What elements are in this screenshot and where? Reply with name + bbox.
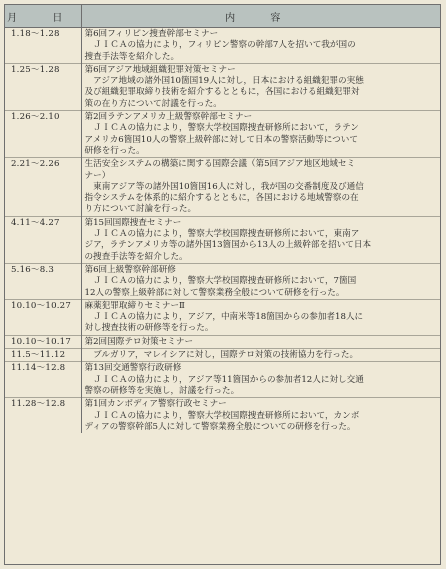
- row-content: [81, 335, 440, 348]
- row-body-line: 対し捜査技術の研修等を行った。: [84, 323, 214, 334]
- row-body-line: ブルガリア，マレイシアに対し，国際テロ対策の技術協力を行った。: [93, 350, 359, 361]
- row-date: 11.5～11.12: [5, 349, 81, 362]
- row-body-line: の捜査手法等を紹介した。: [84, 251, 188, 262]
- row-body-line: ＪＩＣＡの協力により，フィリピン警察の幹部7人を招いて我が国の: [93, 40, 356, 51]
- row-date: 10.10～10.27: [5, 299, 81, 335]
- row-content: [81, 158, 440, 216]
- row-date: 11.14～12.8: [5, 362, 81, 398]
- row-date: 4.11～4.27: [5, 216, 81, 263]
- row-body-line: ディアの警察幹部5人に対して警察業務全般についての研修を行った。: [84, 421, 356, 432]
- row-title: 第1回カンボディア警察行政セミナー: [84, 399, 227, 410]
- row-body-line: アジア地域の諸外国10箇国19人に対し，日本における組織犯罪の実態: [93, 76, 364, 87]
- row-title: 麻薬犯罪取締りセミナーⅡ: [84, 300, 185, 311]
- table-row: [5, 158, 440, 216]
- row-date: 10.10～10.17: [5, 335, 81, 348]
- row-title: 第2回ラテンアメリカ上級警察幹部セミナー: [84, 112, 253, 123]
- row-content: [81, 349, 440, 362]
- row-body-line: 12人の警察上級幹部に対して警察業務全般について研修を行った。: [84, 287, 345, 298]
- row-body-line: 策の在り方について討議を行った。: [84, 98, 222, 109]
- row-content: [81, 28, 440, 64]
- table-row: [5, 335, 440, 348]
- schedule-table: [5, 5, 440, 433]
- row-date: 1.26～2.10: [5, 111, 81, 158]
- row-title: 第6回フィリピン捜査幹部セミナー: [84, 29, 219, 39]
- row-body-line: ＪＩＣＡの協力により，アジア等11箇国からの参加者12人に対し交通: [93, 374, 364, 385]
- row-content: [81, 398, 440, 433]
- row-body-line: ＪＩＣＡの協力により，警察大学校国際捜査研修所において，東南ア: [93, 229, 360, 240]
- row-title: 生活安全システムの構築に関する国際会議（第5回アジア地区地域セミ: [84, 159, 356, 170]
- row-body-line: 警察の研修等を実施し，討議を行った。: [84, 385, 240, 396]
- date-column-header: 月 日: [5, 5, 81, 28]
- row-content: [81, 111, 440, 158]
- table-row: [5, 28, 440, 64]
- row-body-line: ＪＩＣＡの協力により，警察大学校国際捜査研修所において，ラテン: [93, 123, 359, 134]
- row-content: [81, 362, 440, 398]
- table-row: [5, 299, 440, 335]
- row-body-line: 捜査手法等を紹介した。: [84, 51, 180, 62]
- row-date: 5.16～8.3: [5, 263, 81, 299]
- table-row: [5, 349, 440, 362]
- row-content: [81, 263, 440, 299]
- row-title: 第15回国際捜査セミナー: [84, 217, 182, 228]
- table-row: [5, 362, 440, 398]
- table-header-row: [5, 5, 440, 28]
- row-date: 2.21～2.26: [5, 158, 81, 216]
- row-title: 第6回上級警察幹部研修: [84, 264, 176, 275]
- row-content: [81, 63, 440, 110]
- row-body-line: ＪＩＣＡの協力により，警察大学校国際捜査研修所において，カンボ: [93, 410, 360, 421]
- row-body-line: 及び組織犯罪取締り技術を紹介するとともに，各国における組織犯罪対: [84, 87, 360, 98]
- row-body-line: 研修を行った。: [84, 145, 145, 156]
- row-title: 第6回アジア地域組織犯罪対策セミナー: [84, 64, 236, 75]
- table-row: [5, 111, 440, 158]
- row-body-line: 指令システムを体系的に紹介するとともに，各国における地域警察の在: [84, 193, 359, 204]
- row-content: [81, 216, 440, 263]
- row-title: 第13回交通警察行政研修: [84, 363, 182, 374]
- content-column-header: 内 容: [81, 5, 440, 28]
- table-body: [5, 28, 440, 434]
- row-title: 第2回国際テロ対策セミナー: [84, 336, 194, 347]
- row-body-line: ＪＩＣＡの協力により，アジア，中南米等18箇国からの参加者18人に: [93, 312, 364, 323]
- row-body-line: アメリカ6箇国10人の警察上級幹部に対して日本の警察活動等について: [84, 134, 358, 145]
- row-content: [81, 299, 440, 335]
- row-date: 1.25～1.28: [5, 63, 81, 110]
- table-row: [5, 63, 440, 110]
- row-body-line: 東南アジア等の諸外国10箇国16人に対し，我が国の交番制度及び通信: [93, 181, 364, 192]
- row-body-line: ＪＩＣＡの協力により，警察大学校国際捜査研修所において，7箇国: [93, 276, 357, 287]
- row-body-line: ジア，ラテンアメリカ等の諸外国13箇国から13人の上級幹部を招いて日本: [84, 240, 372, 251]
- table-row: [5, 263, 440, 299]
- row-body-line: り方について討論を行った。: [84, 204, 197, 215]
- row-date: 11.28～12.8: [5, 398, 81, 433]
- row-body-line: ナー）: [84, 170, 111, 181]
- table-row: [5, 398, 440, 433]
- table-row: [5, 216, 440, 263]
- schedule-table-frame: [4, 4, 441, 565]
- row-date: 1.18～1.28: [5, 28, 81, 64]
